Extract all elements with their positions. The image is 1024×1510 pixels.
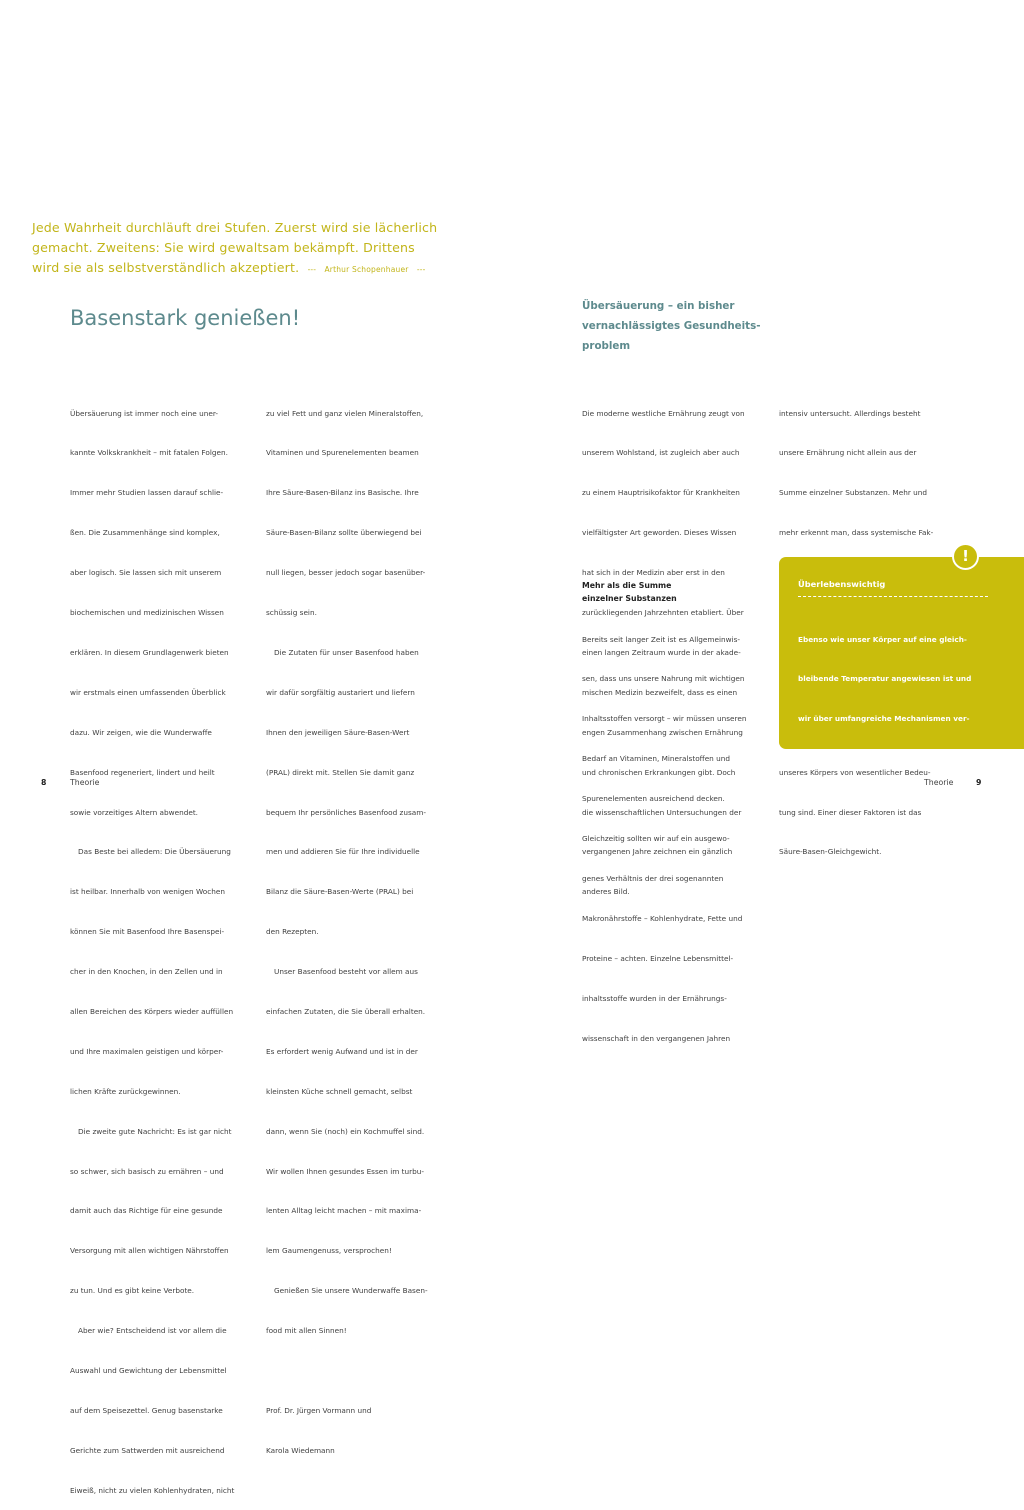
body-line: sen, dass uns unsere Nahrung mit wichtigen — [582, 674, 745, 684]
info-box-divider — [798, 596, 988, 597]
body-line: Versorgung mit allen wichtigen Nährstoffen — [70, 1246, 229, 1256]
body-line: so schwer, sich basisch zu ernähren – und — [70, 1166, 224, 1176]
page-title: Basenstark genießen! — [70, 306, 301, 330]
body-line: bequem Ihr persönliches Basenfood zusam- — [266, 807, 427, 817]
body-line: Übersäuerung ist immer noch eine uner- — [70, 408, 219, 418]
body-line: Immer mehr Studien lassen darauf schlie- — [70, 488, 224, 498]
body-line: men und addieren Sie für Ihre individuelle — [266, 847, 420, 857]
body-line: Die Zutaten für unser Basenfood haben — [274, 647, 419, 657]
body-line: kannte Volkskrankheit – mit fatalen Folgen. — [70, 448, 228, 458]
body-line: und chronischen Erkrankungen gibt. Doch — [582, 767, 736, 777]
body-line: tung sind. Einer dieser Faktoren ist das — [779, 807, 922, 817]
body-line: Gerichte zum Sattwerden mit ausreichend — [70, 1445, 225, 1455]
body-line: Summe einzelner Substanzen. Mehr und — [779, 488, 928, 498]
body-line: Spurenelementen ausreichend decken. — [582, 794, 725, 804]
body-line: Die zweite gute Nachricht: Es ist gar nicht — [78, 1126, 232, 1136]
body-line: erklären. In diesem Grundlagenwerk bieten — [70, 647, 229, 657]
body-line: einen langen Zeitraum wurde in der akade- — [582, 647, 741, 657]
body-line: Aber wie? Entscheidend ist vor allem die — [78, 1326, 227, 1336]
body-line: ist heilbar. Innerhalb von wenigen Wochen — [70, 887, 225, 897]
body-line: zu viel Fett und ganz vielen Mineralstoffen, — [266, 408, 424, 418]
body-line: Unser Basenfood besteht vor allem aus — [274, 967, 418, 977]
body-line: inhaltsstoffe wurden in der Ernährungs- — [582, 993, 727, 1003]
info-box-line: der Zellen eine möglichst konstante Säure- — [798, 913, 976, 923]
body-line: zu einem Hauptrisikofaktor für Krankheiten — [582, 488, 740, 498]
section-heading — [582, 296, 761, 356]
info-box-text — [798, 606, 981, 978]
body-line: wir erstmals einen umfassenden Überblick — [70, 687, 226, 697]
page-number-right: 9 — [976, 778, 982, 787]
body-line: cher in den Knochen, in den Zellen und in — [70, 967, 223, 977]
body-line: Das Beste bei alledem: Die Übersäuerung — [78, 847, 231, 857]
info-box-line: fügen, die es uns ermöglichen, mit großen — [798, 754, 974, 764]
body-line: können Sie mit Basenfood Ihre Basenspei- — [70, 927, 225, 937]
body-line: Vitaminen und Spurenelementen beamen — [266, 448, 419, 458]
body-line: einfachen Zutaten, die Sie überall erhalten. — [266, 1006, 426, 1016]
exclamation-icon: ! — [952, 543, 979, 570]
text-column-1 — [70, 380, 234, 1510]
page-number-left: 8 — [41, 778, 47, 787]
body-line: Genießen Sie unsere Wunderwaffe Basen- — [274, 1286, 428, 1296]
body-line: Ihre Säure-Basen-Bilanz ins Basische. Ihre — [266, 488, 419, 498]
body-line: lenten Alltag leicht machen – mit maxima- — [266, 1206, 422, 1216]
body-line: dazu. Wir zeigen, wie die Wunderwaffe — [70, 727, 212, 737]
body-line: Eiweiß, nicht zu vielen Kohlenhydraten, nicht — [70, 1485, 235, 1495]
info-box-line: konzentration aufrechtzuerhalten. — [798, 953, 940, 963]
body-line: Bedarf an Vitaminen, Mineralstoffen und — [582, 754, 731, 764]
subsection-heading-line: Mehr als die Summe — [582, 581, 672, 590]
text-column-2 — [266, 380, 428, 1470]
body-line: wissenschaft in den vergangenen Jahren — [582, 1033, 731, 1043]
body-line: dann, wenn Sie (noch) ein Kochmuffel sind. — [266, 1126, 425, 1136]
text-column-3-bottom — [582, 606, 746, 1058]
quote-line: gemacht. Zweitens: Sie wird gewaltsam bekämpft. Drittens — [32, 240, 415, 255]
section-heading-line: problem — [582, 340, 631, 352]
body-line: mehr erkennt man, dass systemische Fak- — [779, 528, 934, 538]
quote-dash: --- — [307, 265, 317, 274]
body-line: lichen Kräfte zurückgewinnen. — [70, 1086, 181, 1096]
running-footer-left: Theorie — [70, 778, 100, 787]
body-line: Proteine – achten. Einzelne Lebensmittel- — [582, 953, 734, 963]
body-line: (PRAL) direkt mit. Stellen Sie damit ganz — [266, 767, 415, 777]
info-box-title: Überlebenswichtig — [798, 579, 886, 589]
signature-line: Karola Wiedemann — [266, 1445, 335, 1455]
quote-line-text: wird sie als selbstverständlich akzeptiert. — [32, 260, 300, 275]
quote-dash: --- — [416, 265, 426, 274]
body-line: genes Verhältnis der drei sogenannten — [582, 873, 724, 883]
body-line: sowie vorzeitiges Altern abwendet. — [70, 807, 199, 817]
body-line: wir dafür sorgfältig austariert und liefern — [266, 687, 415, 697]
body-line: Inhaltsstoffen versorgt – wir müssen unseren — [582, 714, 747, 724]
body-line: zurückliegenden Jahrzehnten etabliert. Über — [582, 608, 744, 618]
body-line: Basenfood regeneriert, lindert und heilt — [70, 767, 215, 777]
body-line: schüssig sein. — [266, 608, 317, 618]
body-line: allen Bereichen des Körpers wieder auffüllen — [70, 1006, 234, 1016]
body-line: ßen. Die Zusammenhänge sind komplex, — [70, 528, 220, 538]
body-line: vielfältigster Art geworden. Dieses Wissen — [582, 528, 737, 538]
body-line: Auswahl und Gewichtung der Lebensmittel — [70, 1365, 227, 1375]
body-line: Makronährstoffe – Kohlenhydrate, Fette und — [582, 913, 743, 923]
signature-line: Prof. Dr. Jürgen Vormann und — [266, 1405, 372, 1415]
quote-line — [32, 258, 452, 280]
info-box-line: Schwankungen der Umgebungstemperatur — [798, 794, 975, 804]
body-line: hat sich in der Medizin aber erst in den — [582, 568, 725, 578]
body-line: null liegen, besser jedoch sogar basenüber- — [266, 568, 426, 578]
paragraph-gap — [266, 1364, 428, 1377]
body-line: engen Zusammenhang zwischen Ernährung — [582, 727, 743, 737]
body-line: Es erfordert wenig Aufwand und ist in der — [266, 1046, 418, 1056]
running-footer-right: Theorie — [924, 778, 954, 787]
body-line: Bereits seit langer Zeit ist es Allgemeinwis- — [582, 634, 741, 644]
body-line: food mit allen Sinnen! — [266, 1326, 347, 1336]
body-line: Die moderne westliche Ernährung zeugt von — [582, 408, 745, 418]
info-box-line: umzugehen, ist es für unseren Stoffwechsel — [798, 834, 979, 844]
body-line: Säure-Basen-Bilanz sollte überwiegend bei — [266, 528, 422, 538]
body-line: Gleichzeitig sollten wir auf ein ausgewo- — [582, 834, 730, 844]
body-line: und Ihre maximalen geistigen und körper- — [70, 1046, 224, 1056]
info-box-line: wir über umfangreiche Mechanismen ver- — [798, 714, 970, 724]
info-box-line: Ebenso wie unser Körper auf eine gleich- — [798, 634, 967, 644]
body-line: kleinsten Küche schnell gemacht, selbst — [266, 1086, 413, 1096]
subsection-heading — [582, 579, 677, 605]
body-line: unseres Körpers von wesentlicher Bedeu- — [779, 767, 931, 777]
body-line: auf dem Speisezettel. Genug basenstarke — [70, 1405, 223, 1415]
info-box-line: überlebenswichtig, innerhalb und außerhalb — [798, 873, 982, 883]
quote-line: Jede Wahrheit durchläuft drei Stufen. Zuerst wird sie lächerlich — [32, 220, 438, 235]
body-line: den Rezepten. — [266, 927, 319, 937]
quote-author: Arthur Schopenhauer — [324, 265, 409, 274]
body-line: Bilanz die Säure-Basen-Werte (PRAL) bei — [266, 887, 414, 897]
body-line: zu tun. Und es gibt keine Verbote. — [70, 1286, 195, 1296]
body-line: anderes Bild. — [582, 887, 630, 897]
epigraph-quote — [32, 218, 452, 280]
body-line: intensiv untersucht. Allerdings besteht — [779, 408, 921, 418]
info-box-line: bleibende Temperatur angewiesen ist und — [798, 674, 972, 684]
body-line: Säure-Basen-Gleichgewicht. — [779, 847, 882, 857]
body-line: aber logisch. Sie lassen sich mit unserem — [70, 568, 222, 578]
body-line: die wissenschaftlichen Untersuchungen der — [582, 807, 742, 817]
body-line: biochemischen und medizinischen Wissen — [70, 608, 224, 618]
body-line: unsere Ernährung nicht allein aus der — [779, 448, 917, 458]
section-heading-line: vernachlässigtes Gesundheits- — [582, 320, 761, 332]
subsection-heading-line: einzelner Substanzen — [582, 594, 677, 603]
body-line: mischen Medizin bezweifelt, dass es einen — [582, 687, 738, 697]
body-line: Ihnen den jeweiligen Säure-Basen-Wert — [266, 727, 410, 737]
body-line: vergangenen Jahre zeichnen ein gänzlich — [582, 847, 733, 857]
body-line: lem Gaumengenuss, versprochen! — [266, 1246, 392, 1256]
body-line: Wir wollen Ihnen gesundes Essen im turbu- — [266, 1166, 425, 1176]
section-heading-line: Übersäuerung – ein bisher — [582, 300, 735, 312]
body-line: unserem Wohlstand, ist zugleich aber auch — [582, 448, 740, 458]
body-line: damit auch das Richtige für eine gesunde — [70, 1206, 223, 1216]
